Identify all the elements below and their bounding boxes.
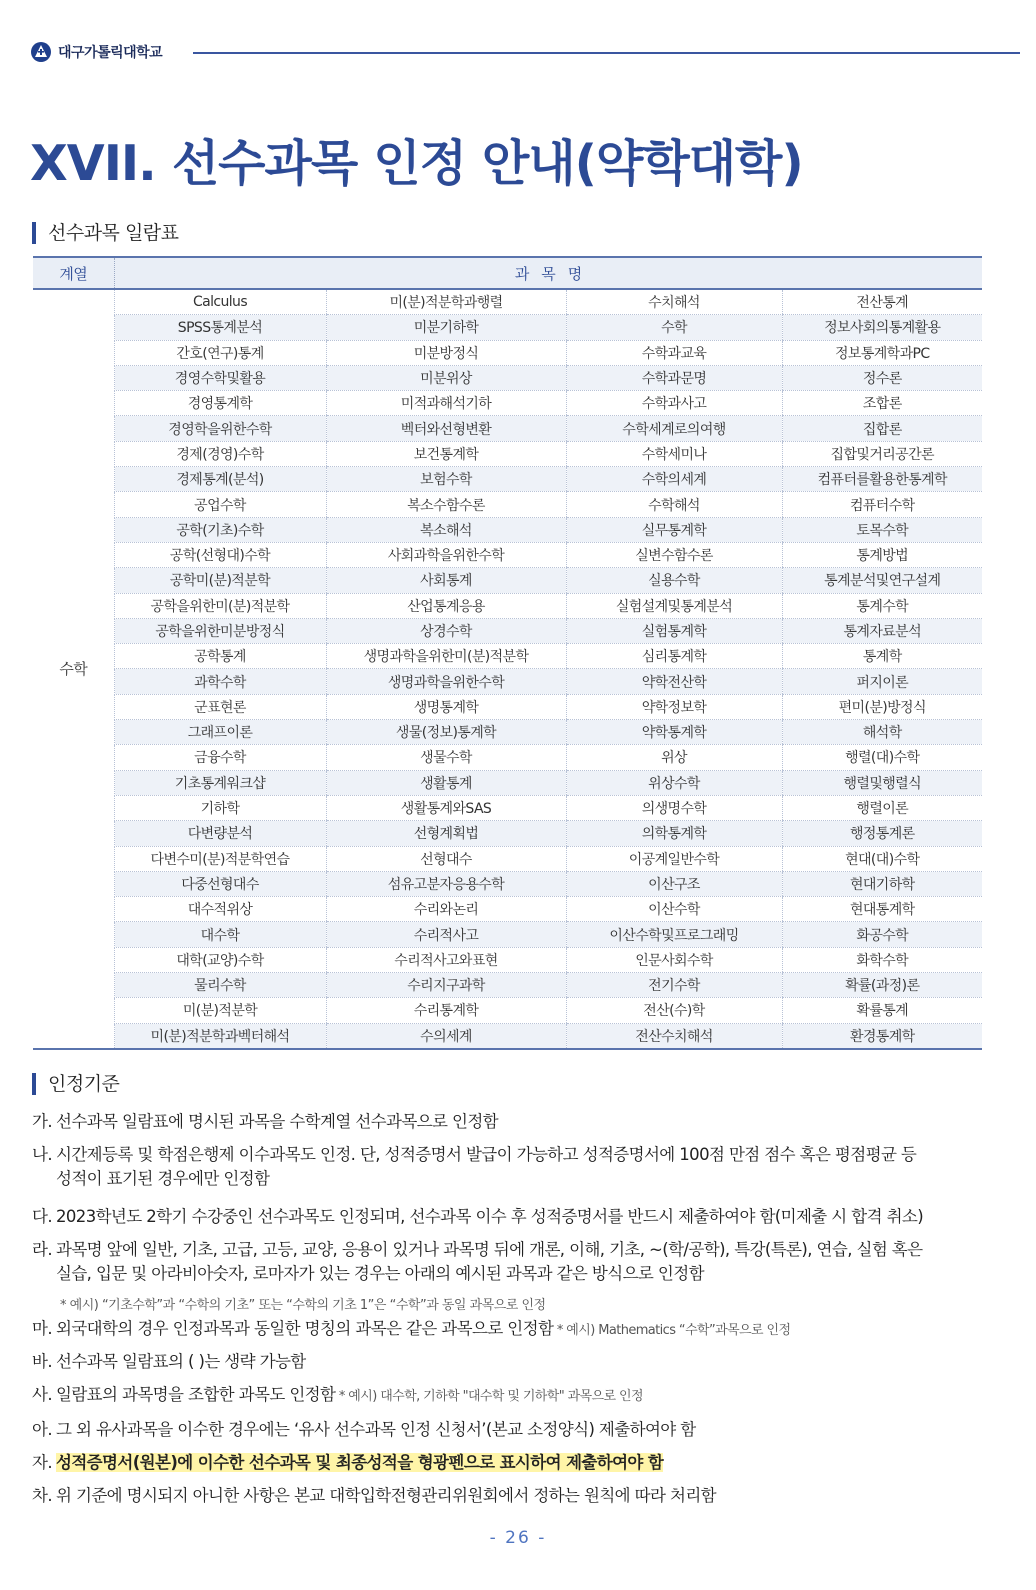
subject-cell: 금융수학 [114, 745, 326, 770]
item-text: 선수과목 일람표의 ( )는 생략 가능함 [56, 1352, 306, 1371]
subject-cell: 경영수학및활용 [114, 365, 326, 390]
item-text-highlighted: 성적증명서(원본)에 이수한 선수과목 및 최종성적을 형광펜으로 표시하여 제출하여야 함 [56, 1453, 664, 1472]
subject-cell: 상경수학 [326, 618, 566, 643]
subject-cell: 수리적사고와표현 [326, 947, 566, 972]
criteria-item-na [32, 1143, 982, 1191]
item-text-cont: 실습, 입문 및 아라비아숫자, 로마자가 있는 경우는 아래의 예시된 과목과 같은 방식으로 인정함 [56, 1264, 704, 1283]
subject-cell: 대학(교양)수학 [114, 947, 326, 972]
subject-cell: 생물(정보)통계학 [326, 720, 566, 745]
item-text-cont: 성적이 표기된 경우에만 인정함 [56, 1169, 270, 1188]
page-title: XVII. 선수과목 인정 안내(약학대학) [30, 135, 803, 192]
subject-cell: 수리적사고 [326, 922, 566, 947]
item-marker: 차. [32, 1486, 52, 1505]
subject-cell: 수학 [566, 315, 782, 340]
subject-cell: 정보통계학과PC [782, 340, 982, 365]
subject-cell: 환경통계학 [782, 1023, 982, 1049]
subject-cell: 공학을위한미(분)적분학 [114, 593, 326, 618]
criteria-item-a [32, 1418, 982, 1442]
item-text: 선수과목 일람표에 명시된 과목을 수학계열 선수과목으로 인정함 [56, 1112, 499, 1131]
university-emblem-icon [30, 41, 52, 63]
subject-cell: 기초통계워크샵 [114, 770, 326, 795]
criteria-note-ra: * 예시) “기초수학”과 “수학의 기초” 또는 “수학의 기초 1”은 “수학”과 동일 과목으로 인정 [60, 1298, 546, 1313]
section-title-subject-list: 선수과목 일람표 [32, 222, 179, 244]
subject-cell: 산업통계응용 [326, 593, 566, 618]
subject-cell: 통계분석및연구설계 [782, 568, 982, 593]
page-header [30, 38, 1020, 68]
subject-cell: 과학수학 [114, 669, 326, 694]
subject-cell: 물리수학 [114, 973, 326, 998]
subject-cell: 현대기하학 [782, 871, 982, 896]
subject-cell: 실용수학 [566, 568, 782, 593]
subject-cell: 미(분)적분학과행렬 [326, 289, 566, 315]
subject-cell: 현대통계학 [782, 897, 982, 922]
table-row [33, 720, 982, 745]
subject-cell: 토목수학 [782, 517, 982, 542]
item-marker: 아. [32, 1420, 52, 1439]
subject-cell: 경영학을위한수학 [114, 416, 326, 441]
subject-cell: 생명통계학 [326, 694, 566, 719]
table-row [33, 821, 982, 846]
item-text: 위 기준에 명시되지 아니한 사항은 본교 대학입학전형관리위원회에서 정하는 원칙에 따라 처리함 [56, 1486, 717, 1505]
subject-cell: 그래프이론 [114, 720, 326, 745]
column-header-category: 계열 [33, 257, 114, 289]
subject-cell: 행렬및행렬식 [782, 770, 982, 795]
header-rule [193, 52, 1020, 54]
subject-cell: 섬유고분자응용수학 [326, 871, 566, 896]
subject-cell: 선형대수 [326, 846, 566, 871]
subject-cell: 컴퓨터를활용한통계학 [782, 467, 982, 492]
criteria-item-ja [32, 1451, 982, 1475]
item-marker: 바. [32, 1352, 52, 1371]
subject-cell: 수학과사고 [566, 391, 782, 416]
subject-cell: 기하학 [114, 795, 326, 820]
subject-cell: 경제(경영)수학 [114, 441, 326, 466]
item-text: 시간제등록 및 학점은행제 이수과목도 인정. 단, 성적증명서 발급이 가능하고 성적증명서에 100점 만점 점수 혹은 평점평균 등 [56, 1145, 917, 1164]
criteria-item-ma [32, 1317, 982, 1343]
subject-cell: 복소해석 [326, 517, 566, 542]
table-row [33, 947, 982, 972]
subject-cell: 퍼지이론 [782, 669, 982, 694]
subject-cell: 생활통계와SAS [326, 795, 566, 820]
subject-cell: 생명과학을위한미(분)적분학 [326, 644, 566, 669]
subject-cell: 공업수학 [114, 492, 326, 517]
subject-cell: 의생명수학 [566, 795, 782, 820]
subject-cell: 정보사회의통계활용 [782, 315, 982, 340]
subject-cell: 통계수학 [782, 593, 982, 618]
table-row [33, 340, 982, 365]
subject-cell: 컴퓨터수학 [782, 492, 982, 517]
subject-cell: 공학(기초)수학 [114, 517, 326, 542]
table-row [33, 568, 982, 593]
subject-cell: 대수학 [114, 922, 326, 947]
subject-cell: SPSS통계분석 [114, 315, 326, 340]
table-row [33, 416, 982, 441]
subject-cell: 보험수학 [326, 467, 566, 492]
subject-cell: 미(분)적분학과벡터해석 [114, 1023, 326, 1049]
subject-cell: 의학통계학 [566, 821, 782, 846]
subject-cell: 미(분)적분학 [114, 998, 326, 1023]
table-row [33, 593, 982, 618]
subject-cell: 수리지구과학 [326, 973, 566, 998]
table-row [33, 618, 982, 643]
subject-cell: 보건통계학 [326, 441, 566, 466]
subject-cell: 공학통계 [114, 644, 326, 669]
subject-cell: 정수론 [782, 365, 982, 390]
subject-cell: 화공수학 [782, 922, 982, 947]
subject-cell: 실험통계학 [566, 618, 782, 643]
criteria-item-da [32, 1205, 982, 1229]
subject-cell: 화학수학 [782, 947, 982, 972]
subject-cell: 통계자료분석 [782, 618, 982, 643]
subject-cell: 수학과문명 [566, 365, 782, 390]
subject-cell: 사회통계 [326, 568, 566, 593]
subject-cell: 벡터와선형변환 [326, 416, 566, 441]
subject-cell: 이공계일반수학 [566, 846, 782, 871]
subject-cell: 확률통계 [782, 998, 982, 1023]
subject-cell: 확률(과정)론 [782, 973, 982, 998]
subject-cell: 복소수함수론 [326, 492, 566, 517]
item-text: 외국대학의 경우 인정과목과 동일한 명칭의 과목은 같은 과목으로 인정함 [56, 1319, 554, 1338]
subject-cell: 수학의세계 [566, 467, 782, 492]
subject-cell: 실무통계학 [566, 517, 782, 542]
column-header-subjects: 과 목 명 [114, 257, 982, 289]
table-row [33, 492, 982, 517]
table-row [33, 745, 982, 770]
subject-cell: 미분방정식 [326, 340, 566, 365]
criteria-item-ba [32, 1350, 982, 1374]
subject-cell: 수리와논리 [326, 897, 566, 922]
subject-cell: 현대(대)수학 [782, 846, 982, 871]
subject-cell: 조합론 [782, 391, 982, 416]
table-row [33, 467, 982, 492]
subject-cell: 사회과학을위한수학 [326, 542, 566, 567]
criteria-item-ra [32, 1238, 982, 1286]
subject-cell: 약학통계학 [566, 720, 782, 745]
table-row [33, 998, 982, 1023]
subject-table [33, 256, 982, 1050]
subject-cell: 미적과해석기하 [326, 391, 566, 416]
subject-cell: 다변수미(분)적분학연습 [114, 846, 326, 871]
page-number: - 26 - [489, 1528, 547, 1548]
item-note: * 예시) 대수학, 기하학 "대수학 및 기하학" 과목으로 인정 [335, 1389, 643, 1404]
subject-cell: 이산구조 [566, 871, 782, 896]
item-text: 과목명 앞에 일반, 기초, 고급, 고등, 교양, 응용이 있거나 과목명 뒤에 개론, 이해, 기초, ~(학/공학), 특강(특론), 연습, 실험 혹은 [56, 1240, 923, 1259]
subject-cell: 인문사회수학 [566, 947, 782, 972]
subject-cell: 약학정보학 [566, 694, 782, 719]
subject-cell: 수의세계 [326, 1023, 566, 1049]
subject-cell: 수학해석 [566, 492, 782, 517]
item-marker: 자. [32, 1453, 52, 1472]
subject-cell: 전산(수)학 [566, 998, 782, 1023]
table-row [33, 365, 982, 390]
table-row [33, 770, 982, 795]
item-marker: 다. [32, 1207, 52, 1226]
subject-cell: 약학전산학 [566, 669, 782, 694]
item-note: * 예시) Mathematics “수학”과목으로 인정 [553, 1323, 791, 1338]
subject-cell: 선형계획법 [326, 821, 566, 846]
item-text: 일람표의 과목명을 조합한 과목도 인정함 [56, 1385, 336, 1404]
subject-cell: 공학미(분)적분학 [114, 568, 326, 593]
table-row [33, 871, 982, 896]
item-marker: 라. [32, 1240, 52, 1259]
subject-cell: 해석학 [782, 720, 982, 745]
item-marker: 나. [32, 1145, 52, 1164]
subject-cell: 통계학 [782, 644, 982, 669]
table-row [33, 846, 982, 871]
item-text: 그 외 유사과목을 이수한 경우에는 ‘유사 선수과목 인정 신청서’(본교 소정양식) 제출하여야 함 [56, 1420, 696, 1439]
table-header-row [33, 257, 982, 289]
subject-cell: 전기수학 [566, 973, 782, 998]
section-title-criteria: 인정기준 [32, 1073, 119, 1095]
subject-cell: 행렬(대)수학 [782, 745, 982, 770]
criteria-item-ga [32, 1110, 982, 1134]
subject-cell: 위상수학 [566, 770, 782, 795]
category-cell: 수학 [33, 289, 114, 1049]
subject-cell: 생명과학을위한수학 [326, 669, 566, 694]
subject-cell: 경제통계(분석) [114, 467, 326, 492]
criteria-item-cha [32, 1484, 982, 1508]
subject-cell: 수학세계로의여행 [566, 416, 782, 441]
subject-cell: 수학과교육 [566, 340, 782, 365]
subject-cell: 공학을위한미분방정식 [114, 618, 326, 643]
table-row [33, 669, 982, 694]
table-row [33, 542, 982, 567]
subject-cell: 공학(선형대)수학 [114, 542, 326, 567]
subject-cell: 다변량분석 [114, 821, 326, 846]
table-row [33, 315, 982, 340]
subject-cell: 수치해석 [566, 289, 782, 315]
subject-cell: 전산통계 [782, 289, 982, 315]
subject-cell: 위상 [566, 745, 782, 770]
subject-cell: 편미(분)방정식 [782, 694, 982, 719]
subject-cell: 군표현론 [114, 694, 326, 719]
table-row [33, 441, 982, 466]
subject-cell: 집합론 [782, 416, 982, 441]
subject-cell: Calculus [114, 289, 326, 315]
subject-cell: 실험설계및통계분석 [566, 593, 782, 618]
subject-cell: 전산수치해석 [566, 1023, 782, 1049]
subject-cell: 생물수학 [326, 745, 566, 770]
subject-cell: 경영통계학 [114, 391, 326, 416]
subject-cell: 통계방법 [782, 542, 982, 567]
item-marker: 사. [32, 1385, 52, 1404]
table-row [33, 391, 982, 416]
subject-cell: 이산수학및프로그래밍 [566, 922, 782, 947]
table-row [33, 795, 982, 820]
table-row [33, 922, 982, 947]
table-row [33, 694, 982, 719]
subject-cell: 실변수함수론 [566, 542, 782, 567]
table-row [33, 973, 982, 998]
subject-cell: 간호(연구)통계 [114, 340, 326, 365]
table-row [33, 1023, 982, 1049]
table-row [33, 644, 982, 669]
subject-cell: 행렬이론 [782, 795, 982, 820]
university-name: 대구가톨릭대학교 [58, 45, 163, 61]
subject-cell: 수리통계학 [326, 998, 566, 1023]
subject-cell: 미분위상 [326, 365, 566, 390]
subject-cell: 생활통계 [326, 770, 566, 795]
table-row [33, 897, 982, 922]
subject-cell: 수학세미나 [566, 441, 782, 466]
item-marker: 가. [32, 1112, 52, 1131]
subject-cell: 다중선형대수 [114, 871, 326, 896]
item-text: 2023학년도 2학기 수강중인 선수과목도 인정되며, 선수과목 이수 후 성적증명서를 반드시 제출하여야 함(미제출 시 합격 취소) [56, 1207, 924, 1226]
subject-cell: 미분기하학 [326, 315, 566, 340]
criteria-item-sa [32, 1383, 982, 1409]
table-row [33, 517, 982, 542]
subject-cell: 집합및거리공간론 [782, 441, 982, 466]
item-marker: 마. [32, 1319, 52, 1338]
subject-cell: 이산수학 [566, 897, 782, 922]
subject-cell: 심리통계학 [566, 644, 782, 669]
subject-cell: 행정통계론 [782, 821, 982, 846]
table-row [33, 289, 982, 315]
subject-cell: 대수적위상 [114, 897, 326, 922]
